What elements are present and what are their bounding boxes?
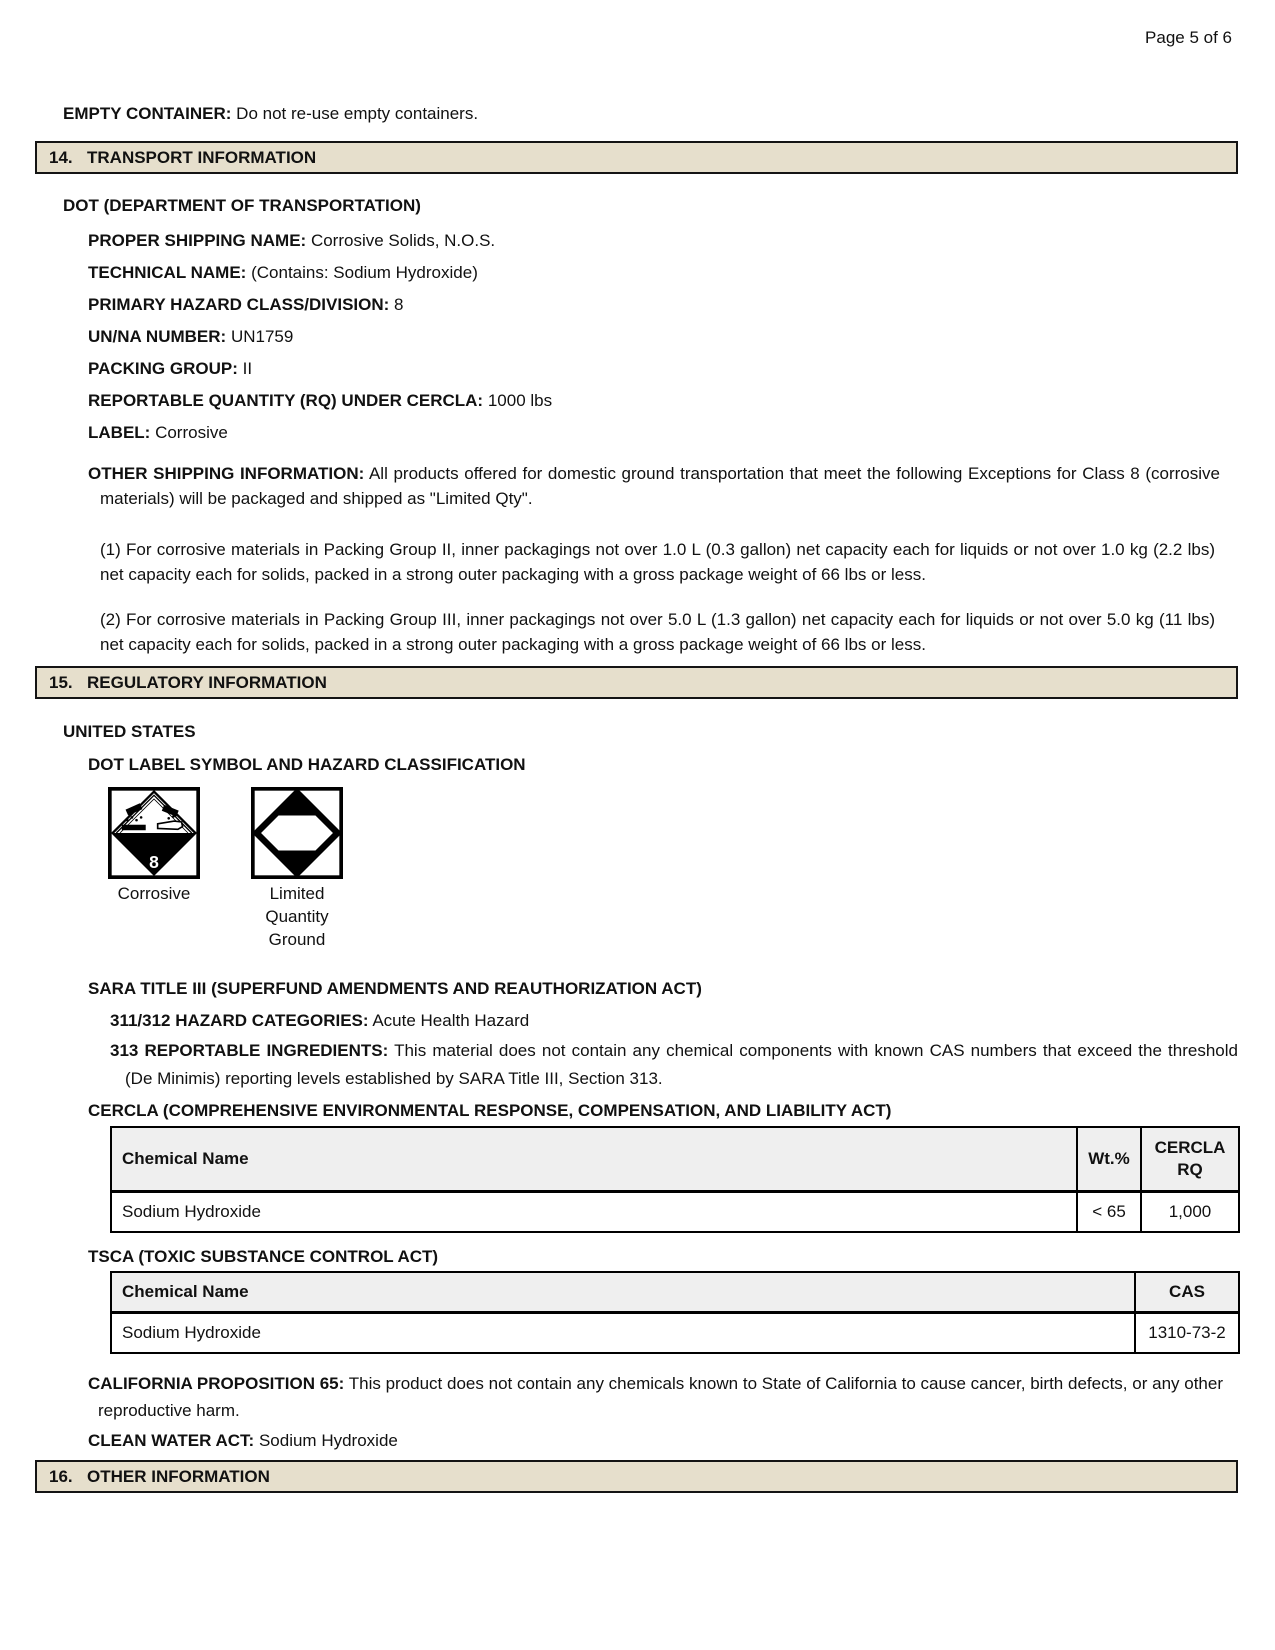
tsca-cell-cas: 1310-73-2 [1135, 1313, 1239, 1354]
reportable-ingredients-line [110, 1037, 1238, 1093]
field-value: Corrosive Solids, N.O.S. [310, 231, 496, 250]
field-value: II [242, 359, 253, 378]
sara-title-heading: SARA TITLE III (SUPERFUND AMENDMENTS AND REAUTHORIZATION ACT) [88, 979, 702, 998]
section-number: 15. [49, 672, 73, 692]
california-prop65-line [88, 1370, 1223, 1424]
placard-label-corrosive: Corrosive [117, 884, 191, 903]
field-value: Sodium Hydroxide [258, 1431, 398, 1450]
field-primary-hazard-class [88, 295, 1238, 315]
section-header-regulatory [35, 666, 1238, 699]
cercla-table-row [111, 1192, 1239, 1233]
tsca-table-row [111, 1313, 1239, 1354]
field-label-corrosive [88, 423, 1238, 443]
field-label: 311/312 HAZARD CATEGORIES: [110, 1011, 369, 1030]
limited-quantity-ground-diamond-icon [251, 787, 343, 879]
placard-limited-quantity [246, 787, 348, 951]
field-label: CLEAN WATER ACT: [88, 1431, 255, 1450]
field-value: Corrosive [155, 423, 228, 442]
tsca-col-cas: CAS [1135, 1272, 1239, 1313]
tsca-cell-chemical-name: Sodium Hydroxide [111, 1313, 1135, 1354]
field-technical-name [88, 263, 1238, 283]
section-title: OTHER INFORMATION [87, 1466, 270, 1486]
cercla-col-chemical-name: Chemical Name [111, 1127, 1077, 1192]
field-proper-shipping-name [88, 231, 1238, 251]
field-label: LABEL: [88, 423, 151, 442]
cercla-col-wt-percent: Wt.% [1077, 1127, 1141, 1192]
field-label: OTHER SHIPPING INFORMATION: [88, 464, 365, 483]
tsca-table [110, 1271, 1240, 1354]
cercla-cell-wt-percent: < 65 [1077, 1192, 1141, 1233]
empty-container-note [63, 103, 1238, 125]
dot-heading: DOT (DEPARTMENT OF TRANSPORTATION) [63, 196, 421, 215]
united-states-heading: UNITED STATES [63, 722, 196, 741]
field-label: PACKING GROUP: [88, 359, 238, 378]
hazard-categories-line [110, 1010, 1238, 1032]
cercla-cell-chemical-name: Sodium Hydroxide [111, 1192, 1077, 1233]
field-value: This product does not contain any chemicals known to State of California to cause cancer, birth defects, or any other reproductive harm. [98, 1374, 1223, 1420]
placard-corrosive [108, 787, 200, 951]
field-value: Acute Health Hazard [372, 1011, 530, 1030]
field-label: TECHNICAL NAME: [88, 263, 247, 282]
tsca-col-chemical-name: Chemical Name [111, 1272, 1135, 1313]
placard-label-limited-quantity: Limited Quantity Ground [265, 884, 329, 949]
field-value: (Contains: Sodium Hydroxide) [251, 263, 478, 282]
field-label: 313 REPORTABLE INGREDIENTS: [110, 1041, 389, 1060]
field-value: This material does not contain any chemical components with known CAS numbers that exceed the threshold (De Minimis) reporting levels established by SARA Title III, Section 313. [125, 1041, 1238, 1088]
field-label: REPORTABLE QUANTITY (RQ) UNDER CERCLA: [88, 391, 484, 410]
exception-paragraph-2: (2) For corrosive materials in Packing Group III, inner packagings not over 5.0 L (1.3 gallon) net capacity each for liquids or not over 5.0 kg (11 lbs) net capacity each for solids, packed in a strong outer packaging with a gross package weight of 66 lbs or less. [100, 610, 1215, 654]
section-title: TRANSPORT INFORMATION [87, 147, 317, 167]
cercla-table [110, 1126, 1240, 1233]
field-label: PROPER SHIPPING NAME: [88, 231, 307, 250]
field-value: All products offered for domestic ground transportation that meet the following Exceptions for Class 8 (corrosive materials) will be packaged and shipped as "Limited Qty". [100, 464, 1220, 508]
field-label: CALIFORNIA PROPOSITION 65: [88, 1374, 345, 1393]
field-packing-group [88, 359, 1238, 379]
field-value: UN1759 [230, 327, 294, 346]
empty-container-text: Do not re-use empty containers. [236, 104, 479, 123]
exception-paragraph-1: (1) For corrosive materials in Packing Group II, inner packagings not over 1.0 L (0.3 gallon) net capacity each for liquids or not over 1.0 kg (2.2 lbs) net capacity each for solids, packed in a strong outer packaging with a gross package weight of 66 lbs or less. [100, 540, 1215, 584]
section-header-transport [35, 141, 1238, 174]
section-header-other-information [35, 1460, 1238, 1493]
field-un-na-number [88, 327, 1238, 347]
section-title: REGULATORY INFORMATION [87, 672, 327, 692]
field-value: 8 [394, 295, 404, 314]
field-reportable-quantity [88, 391, 1238, 411]
field-label: UN/NA NUMBER: [88, 327, 227, 346]
other-shipping-information [88, 461, 1220, 511]
section-number: 14. [49, 147, 73, 167]
clean-water-act-line [88, 1430, 1238, 1452]
field-label: PRIMARY HAZARD CLASS/DIVISION: [88, 295, 390, 314]
tsca-heading: TSCA (TOXIC SUBSTANCE CONTROL ACT) [88, 1247, 439, 1266]
section-number: 16. [49, 1466, 73, 1486]
cercla-header-row [111, 1127, 1239, 1192]
cercla-heading: CERCLA (COMPREHENSIVE ENVIRONMENTAL RESPONSE, COMPENSATION, AND LIABILITY ACT) [88, 1101, 892, 1120]
empty-container-label: EMPTY CONTAINER: [63, 104, 232, 123]
class-8-number: 8 [149, 851, 159, 872]
document-page [35, 0, 1238, 1493]
cercla-cell-rq: 1,000 [1141, 1192, 1239, 1233]
corrosive-class8-diamond-icon [108, 787, 200, 879]
page-number: Page 5 of 6 [1145, 28, 1232, 47]
field-value: 1000 lbs [487, 391, 553, 410]
hazard-placards [108, 787, 348, 951]
dot-label-symbol-heading: DOT LABEL SYMBOL AND HAZARD CLASSIFICATION [88, 755, 526, 774]
tsca-header-row [111, 1272, 1239, 1313]
dot-fields [88, 231, 1238, 455]
cercla-col-rq: CERCLA RQ [1141, 1127, 1239, 1192]
